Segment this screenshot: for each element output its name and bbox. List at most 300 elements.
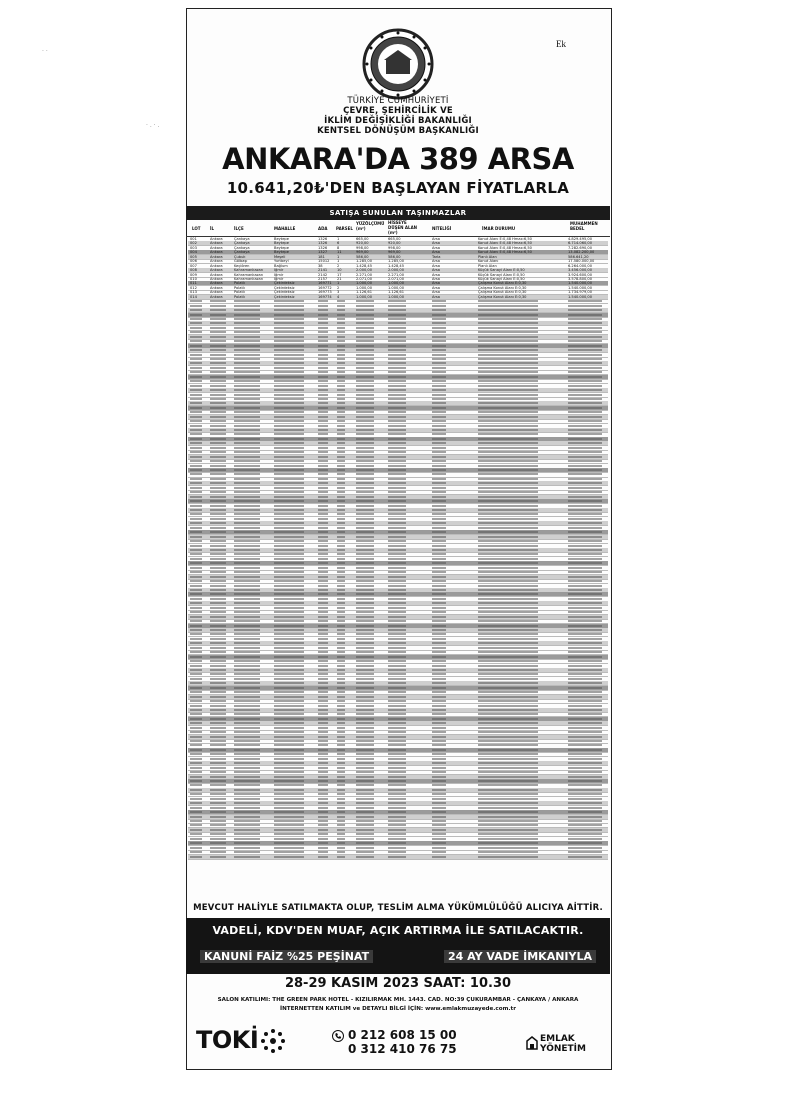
table-cell-blur	[274, 678, 304, 680]
table-cell-blur	[274, 349, 304, 351]
scan-mark: · ·	[42, 48, 48, 55]
table-cell-blur	[234, 336, 260, 338]
table-cell-blur	[356, 389, 374, 391]
table-cell-blur	[210, 620, 226, 622]
table-cell-blur	[190, 398, 202, 400]
table-cell-blur	[568, 478, 602, 480]
table-cell-blur	[318, 793, 328, 795]
table-cell: Arsa	[432, 259, 441, 264]
table-cell: Arsa	[432, 294, 441, 299]
table-cell-blur	[388, 460, 406, 462]
table-cell-blur	[318, 784, 328, 786]
table-cell-blur	[478, 402, 538, 404]
table-cell-blur	[568, 358, 602, 360]
table-cell-blur	[356, 811, 374, 813]
table-cell-blur	[568, 545, 602, 547]
table-cell-blur	[210, 451, 226, 453]
table-cell-blur	[388, 402, 406, 404]
table-cell-blur	[337, 705, 345, 707]
table-cell-blur	[234, 553, 260, 555]
table-cell-blur	[356, 331, 374, 333]
table-cell-blur	[190, 345, 202, 347]
table-cell-blur	[356, 780, 374, 782]
table-cell-blur	[356, 616, 374, 618]
table-cell-blur	[274, 527, 304, 529]
table-cell-blur	[318, 536, 328, 538]
table-cell: Arsa	[432, 237, 441, 241]
table-cell-blur	[234, 705, 260, 707]
table-cell-blur	[388, 420, 406, 422]
table-cell-blur	[318, 509, 328, 511]
table-cell-blur	[234, 709, 260, 711]
table-cell-blur	[568, 309, 602, 311]
table-cell-blur	[274, 553, 304, 555]
table-cell-blur	[274, 656, 304, 658]
table-cell: Konut Alanı	[478, 259, 499, 264]
table-cell-blur	[190, 425, 202, 427]
table-cell-blur	[234, 478, 260, 480]
table-cell-blur	[274, 665, 304, 667]
table-cell-blur	[190, 780, 202, 782]
table-cell-blur	[388, 354, 406, 356]
table-cell-blur	[432, 616, 446, 618]
table-cell: Gölbaşı	[234, 259, 248, 264]
table-cell-blur	[234, 465, 260, 467]
table-cell-blur	[568, 625, 602, 627]
table-cell-blur	[234, 536, 260, 538]
table-cell-blur	[234, 345, 260, 347]
table-cell: 012	[190, 285, 197, 290]
table-cell-blur	[568, 758, 602, 760]
table-cell-blur	[478, 576, 538, 578]
table-cell-blur	[274, 331, 304, 333]
table-cell-blur	[568, 838, 602, 840]
table-cell-blur	[432, 371, 446, 373]
table-cell-blur	[337, 833, 345, 835]
table-cell-blur	[190, 309, 202, 311]
table-cell-blur	[388, 522, 406, 524]
table-cell-blur	[478, 322, 538, 324]
table-cell: 665,00	[356, 237, 369, 241]
table-cell-blur	[568, 447, 602, 449]
emlak-yonetim-logo	[540, 1034, 586, 1054]
table-cell-blur	[356, 758, 374, 760]
table-cell-blur	[388, 358, 406, 360]
table-cell: Ankara	[210, 294, 223, 299]
table-cell-blur	[190, 776, 202, 778]
table-cell-blur	[388, 718, 406, 720]
table-cell-blur	[478, 767, 538, 769]
table-cell-blur	[190, 562, 202, 564]
table-cell-blur	[318, 682, 328, 684]
table-cell-blur	[478, 651, 538, 653]
table-cell-blur	[190, 456, 202, 458]
table-cell: 6	[337, 241, 340, 246]
table-cell-blur	[337, 358, 345, 360]
table-cell-blur	[568, 700, 602, 702]
table-cell-blur	[432, 709, 446, 711]
table-cell-blur	[318, 469, 328, 471]
table-cell-blur	[318, 673, 328, 675]
table-cell-blur	[234, 789, 260, 791]
table-cell-blur	[234, 567, 260, 569]
table-cell-blur	[432, 798, 446, 800]
table-cell-blur	[318, 580, 328, 582]
table-cell-blur	[337, 416, 345, 418]
table-cell-blur	[337, 331, 345, 333]
table-cell-blur	[388, 816, 406, 818]
table-cell-blur	[356, 358, 374, 360]
table-cell: Arsa	[432, 290, 441, 295]
table-cell-blur	[210, 842, 226, 844]
table-cell-blur	[210, 722, 226, 724]
table-cell-blur	[432, 705, 446, 707]
table-cell: 1.000,00	[388, 285, 405, 290]
table-cell-blur	[274, 687, 304, 689]
table-cell-blur	[318, 780, 328, 782]
table-cell-blur	[356, 371, 374, 373]
table-cell-blur	[356, 691, 374, 693]
table-cell-blur	[356, 589, 374, 591]
table-cell-blur	[356, 727, 374, 729]
table-cell-blur	[210, 700, 226, 702]
table-cell-blur	[568, 367, 602, 369]
table-cell-blur	[318, 438, 328, 440]
table-cell-blur	[388, 696, 406, 698]
table-cell-blur	[568, 633, 602, 635]
table-cell-blur	[356, 505, 374, 507]
table-cell-blur	[356, 602, 374, 604]
table-cell-blur	[337, 638, 345, 640]
table-cell: Ankara	[210, 254, 223, 259]
table-cell-blur	[337, 433, 345, 435]
table-cell-blur	[388, 687, 406, 689]
table-cell-blur	[568, 371, 602, 373]
table-cell-blur	[356, 776, 374, 778]
table-cell-blur	[478, 367, 538, 369]
table-cell-blur	[356, 487, 374, 489]
table-cell-blur	[318, 709, 328, 711]
table-cell-blur	[388, 376, 406, 378]
table-cell-blur	[432, 713, 446, 715]
table-cell-blur	[388, 487, 406, 489]
table-cell-blur	[568, 540, 602, 542]
table-cell-blur	[356, 722, 374, 724]
table-cell-blur	[388, 456, 406, 458]
table-cell-blur	[318, 562, 328, 564]
table-cell-blur	[356, 491, 374, 493]
table-cell-blur	[478, 394, 538, 396]
table-cell-blur	[234, 727, 260, 729]
table-cell-blur	[337, 394, 345, 396]
table-cell-blur	[190, 496, 202, 498]
table-cell: Ankara	[210, 237, 223, 241]
table-cell-blur	[190, 656, 202, 658]
table-cell-blur	[388, 576, 406, 578]
table-cell-blur	[388, 469, 406, 471]
table-cell-blur	[568, 336, 602, 338]
table-cell-blur	[318, 811, 328, 813]
table-cell-blur	[210, 420, 226, 422]
table-cell-blur	[190, 598, 202, 600]
table-cell-blur	[478, 505, 538, 507]
table-cell-blur	[337, 736, 345, 738]
table-cell-blur	[568, 856, 602, 858]
col-il: İL	[210, 226, 215, 231]
table-cell-blur	[356, 513, 374, 515]
table-cell: Kahramankazan	[234, 276, 264, 281]
table-cell-blur	[274, 758, 304, 760]
table-cell-blur	[432, 354, 446, 356]
table-cell-blur	[337, 749, 345, 751]
table-cell-blur	[478, 829, 538, 831]
table-cell-blur	[210, 336, 226, 338]
table-cell-blur	[356, 718, 374, 720]
table-cell-blur	[478, 536, 538, 538]
table-cell-blur	[388, 771, 406, 773]
table-cell-blur	[318, 647, 328, 649]
table-cell-blur	[210, 629, 226, 631]
table-cell-blur	[274, 602, 304, 604]
table-cell-blur	[318, 367, 328, 369]
table-cell-blur	[318, 540, 328, 542]
table-cell-blur	[210, 607, 226, 609]
table-cell-blur	[568, 789, 602, 791]
table-cell-blur	[478, 598, 538, 600]
table-cell-blur	[210, 816, 226, 818]
table-cell-blur	[568, 629, 602, 631]
table-cell-blur	[274, 487, 304, 489]
table-cell: 004	[190, 250, 197, 255]
table-cell-blur	[388, 442, 406, 444]
table-cell: 586,00	[388, 254, 401, 259]
table-cell-blur	[388, 465, 406, 467]
table-cell-blur	[318, 371, 328, 373]
table-cell-blur	[432, 331, 446, 333]
table-cell-blur	[568, 851, 602, 853]
table-cell: Ankara	[210, 285, 223, 290]
table-cell-blur	[432, 491, 446, 493]
table-cell-blur	[432, 620, 446, 622]
table-cell-blur	[432, 673, 446, 675]
table-cell-blur	[337, 629, 345, 631]
table-cell-blur	[432, 625, 446, 627]
table-cell-blur	[274, 820, 304, 822]
table-cell-blur	[388, 531, 406, 533]
table-cell-blur	[210, 709, 226, 711]
table-cell-blur	[274, 607, 304, 609]
table-cell-blur	[432, 545, 446, 547]
table-cell-blur	[190, 602, 202, 604]
table-cell-blur	[568, 482, 602, 484]
table-cell-blur	[234, 429, 260, 431]
table-cell-blur	[318, 318, 328, 320]
table-cell-blur	[234, 682, 260, 684]
table-cell-blur	[478, 718, 538, 720]
table-cell-blur	[388, 340, 406, 342]
table-cell-blur	[356, 647, 374, 649]
table-cell-blur	[478, 758, 538, 760]
table-cell-blur	[478, 847, 538, 849]
table-cell-blur	[388, 722, 406, 724]
table-cell-blur	[190, 856, 202, 858]
table-cell-blur	[274, 536, 304, 538]
table-cell-blur	[432, 593, 446, 595]
table-cell-blur	[318, 705, 328, 707]
table-cell-blur	[432, 380, 446, 382]
table-cell: Beytepe	[274, 237, 289, 241]
table-cell-blur	[210, 718, 226, 720]
table-cell-blur	[432, 322, 446, 324]
table-cell-blur	[337, 305, 345, 307]
table-cell-blur	[190, 518, 202, 520]
table-cell: 586,00	[356, 254, 369, 259]
table-cell-blur	[356, 305, 374, 307]
table-cell-blur	[234, 398, 260, 400]
table-cell-blur	[318, 482, 328, 484]
table-cell-blur	[568, 522, 602, 524]
table-cell-blur	[190, 669, 202, 671]
table-cell-blur	[356, 322, 374, 324]
table-cell-blur	[388, 776, 406, 778]
table-cell-blur	[318, 518, 328, 520]
table-cell-blur	[318, 549, 328, 551]
table-cell: 11	[337, 250, 342, 255]
table-cell-blur	[190, 513, 202, 515]
table-cell-blur	[234, 713, 260, 715]
table-cell: Ankara	[210, 263, 223, 268]
table-cell: Ankara	[210, 276, 223, 281]
table-cell-blur	[478, 789, 538, 791]
table-cell-blur	[478, 722, 538, 724]
table-cell: Ankara	[210, 290, 223, 295]
table-cell-blur	[432, 696, 446, 698]
table-cell-blur	[318, 762, 328, 764]
table-cell: 1.428,45	[388, 263, 405, 268]
table-cell-blur	[432, 345, 446, 347]
table-cell-blur	[568, 833, 602, 835]
table-cell-blur	[478, 456, 538, 458]
table-cell-blur	[234, 327, 260, 329]
table-cell-blur	[234, 807, 260, 809]
table-cell-blur	[318, 362, 328, 364]
table-cell-blur	[337, 589, 345, 591]
table-cell-blur	[337, 500, 345, 502]
table-cell-blur	[190, 318, 202, 320]
table-cell-blur	[234, 749, 260, 751]
table-cell-blur	[210, 789, 226, 791]
table-cell-blur	[274, 633, 304, 635]
table-cell-blur	[210, 305, 226, 307]
table-cell-blur	[478, 509, 538, 511]
table-cell-blur	[356, 460, 374, 462]
table-cell-blur	[337, 856, 345, 858]
table-cell-blur	[356, 354, 374, 356]
table-cell: 969,00	[388, 250, 401, 255]
table-cell-blur	[337, 767, 345, 769]
table-cell-blur	[432, 762, 446, 764]
table-cell-blur	[274, 713, 304, 715]
table-cell-blur	[478, 678, 538, 680]
table-cell-blur	[190, 589, 202, 591]
table-cell-blur	[337, 665, 345, 667]
table-cell-blur	[478, 527, 538, 529]
table-cell-blur	[568, 816, 602, 818]
table-cell-blur	[568, 585, 602, 587]
table-cell-blur	[568, 429, 602, 431]
table-cell-blur	[388, 562, 406, 564]
table-cell-blur	[234, 460, 260, 462]
table-cell-blur	[234, 469, 260, 471]
table-cell-blur	[210, 673, 226, 675]
table-cell-blur	[234, 660, 260, 662]
table-cell-blur	[388, 491, 406, 493]
table-cell-blur	[388, 620, 406, 622]
table-cell: 586.641,20	[568, 254, 589, 259]
table-cell-blur	[388, 500, 406, 502]
table-cell-blur	[388, 753, 406, 755]
table-cell-blur	[388, 598, 406, 600]
table-cell-blur	[356, 433, 374, 435]
table-cell: 1.285,00	[388, 259, 405, 264]
table-cell-blur	[356, 669, 374, 671]
table-cell-blur	[337, 482, 345, 484]
table-cell-blur	[337, 322, 345, 324]
table-cell-blur	[190, 784, 202, 786]
table-cell-blur	[568, 420, 602, 422]
table-cell-blur	[190, 465, 202, 467]
table-cell-blur	[356, 531, 374, 533]
table-cell-blur	[190, 531, 202, 533]
table-cell-blur	[388, 780, 406, 782]
table-cell-blur	[318, 767, 328, 769]
table-cell-blur	[388, 793, 406, 795]
table-cell-blur	[568, 616, 602, 618]
table-cell-blur	[478, 376, 538, 378]
table-cell-blur	[210, 749, 226, 751]
table-cell-blur	[274, 669, 304, 671]
table-cell-blur	[210, 585, 226, 587]
table-cell-blur	[356, 411, 374, 413]
table-cell-blur	[432, 460, 446, 462]
table-cell-blur	[274, 420, 304, 422]
table-cell-blur	[210, 442, 226, 444]
table-cell-blur	[356, 456, 374, 458]
table-cell-blur	[568, 602, 602, 604]
table-cell-blur	[337, 309, 345, 311]
table-cell-blur	[274, 549, 304, 551]
table-cell-blur	[568, 345, 602, 347]
table-cell-blur	[337, 784, 345, 786]
table-cell: Ankara	[210, 281, 223, 286]
table-cell-blur	[388, 309, 406, 311]
table-cell-blur	[568, 576, 602, 578]
table-cell-blur	[478, 602, 538, 604]
table-cell-blur	[388, 589, 406, 591]
table-cell-blur	[190, 549, 202, 551]
table-cell-blur	[318, 629, 328, 631]
table-cell-blur	[234, 829, 260, 831]
table-cell-blur	[190, 633, 202, 635]
table-cell-blur	[478, 807, 538, 809]
col-nitelik: NİTELİĞİ	[432, 226, 452, 231]
table-cell-blur	[568, 305, 602, 307]
table-cell-blur	[356, 784, 374, 786]
table-cell-blur	[356, 713, 374, 715]
table-cell-blur	[234, 394, 260, 396]
table-cell-blur	[337, 429, 345, 431]
table-cell-blur	[356, 420, 374, 422]
